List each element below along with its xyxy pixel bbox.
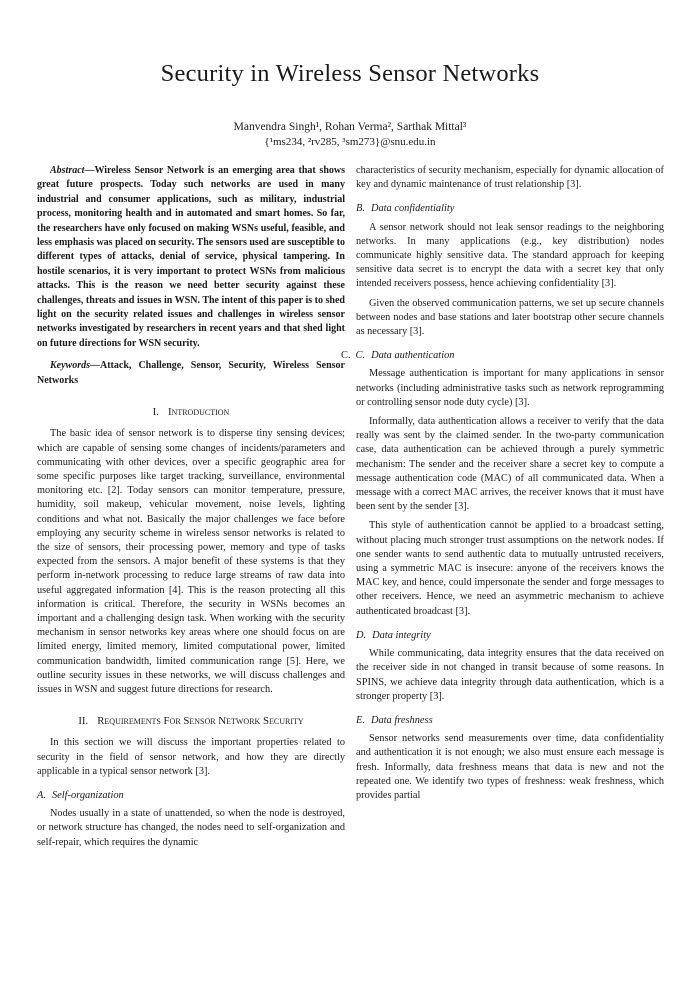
requirements-intro-paragraph: In this section we will discuss the important properties related to security in the field of sensor network, and how they are directly applicable in a typical sensor network [3].: [37, 737, 345, 777]
emails-line: {¹ms234, ²rv285, ³sm273}@snu.edu.in: [264, 136, 436, 148]
section-title: Requirements For Sensor Network Security: [97, 715, 304, 728]
self-organization-paragraph: Nodes usually in a state of unattended, so when the node is destroyed, or network structure has changed, the nodes need to self-organization and self-repair, which requires the dynamic: [37, 808, 345, 848]
subsection-heading-data-freshness: [356, 714, 664, 728]
data-freshness-paragraph: Sensor networks send measurements over time, data confidentiality and authentication it is not enough; we also must ensure each message is fresh. Informally, data freshness means that data is new and not the repeated one. We identify two types of freshness: weak freshness, which provides partial: [356, 733, 664, 801]
subsection-title: Data confidentiality: [370, 203, 455, 215]
section-heading-introduction: [37, 405, 345, 419]
section-number: I.: [152, 406, 159, 419]
subsection-heading-data-authentication: [341, 349, 664, 363]
keywords-text: Attack, Challenge, Sensor, Security, Wireless Sensor Networks: [37, 360, 345, 386]
data-integrity-paragraph: While communicating, data integrity ensures that the data received on the receiver side in not changed in transit because of some reasons. In SPINS, we achieve data integrity through data authentication, which is a stronger property [3].: [356, 648, 664, 702]
abstract-paragraph: [37, 164, 345, 351]
two-column-body: [0, 148, 700, 850]
section-title: Introduction: [167, 406, 230, 419]
subsection-heading-data-integrity: [356, 629, 664, 643]
keywords-paragraph: [37, 359, 345, 388]
data-authentication-paragraph-1: Message authentication is important for many applications in sensor networks (including administrative tasks such as network reprogramming or controlling sensor node duty cycle) [3].: [356, 368, 664, 408]
subsection-number: E.: [356, 714, 365, 726]
data-confidentiality-paragraph-1: A sensor network should not leak sensor readings to the neighboring networks. In many applications (e.g., key distribution) nodes communicate highly sensitive data. The standard approach for keeping sensitive data secret is to encrypt the data with a secret key that only intended receivers possess, hence achieving confidentiality [3].: [356, 221, 664, 290]
subsection-number: B.: [356, 203, 365, 215]
section-number: II.: [78, 715, 89, 728]
subsection-title: Data authentication: [371, 350, 455, 362]
subsection-number: D.: [356, 629, 367, 641]
page-title: Security in Wireless Sensor Networks: [160, 60, 540, 87]
abstract-text: Wireless Sensor Network is an emerging area that shows great future prospects. Today such networks are used in many industrial and consumer applications, such as military, industrial process, monitoring health and in automated and smart homes. So far, the researchers have only focused on making WSNs useful, feasible, and less emphasis was placed on security. The sensors used are susceptible to different types of attacks, denial of service, physical tampering. In hostile scenarios, it is very important to protect WSNs from malicious attacks. This is the reason we need better security against these challenges, threats and issues in WSN. The intent of this paper is to shed light on the security related issues and challenges in wireless sensor networks investigated by researchers in recent years and that shed light on future directions for WSN security.: [37, 165, 345, 349]
subsection-number: C.: [355, 350, 366, 362]
subsection-heading-data-confidentiality: [356, 202, 664, 216]
keywords-label: Keywords—: [50, 360, 100, 372]
subsection-number: A.: [37, 789, 46, 801]
column-left: [37, 164, 345, 850]
subsection-margin-label: C.: [341, 350, 351, 362]
data-authentication-paragraph-2: Informally, data authentication allows a receiver to verify that the data really was sent by the claimed sender. In the two-party communication case, data authentication can be achieved through a purely symmetric mechanism: The sender and the receiver share a secret key to compute a message authentication code (MAC) of all communicated data. When a message with a correct MAC arrives, the receiver knows that it must have been sent by the sender [3].: [356, 416, 664, 513]
self-organization-paragraph-continuation: characteristics of security mechanism, especially for dynamic allocation of key and dynamic maintenance of trust relationship [3].: [356, 165, 664, 191]
section-heading-requirements: [37, 714, 345, 728]
column-right: [341, 164, 664, 850]
authors-line: Manvendra Singh¹, Rohan Verma², Sarthak Mittal³: [233, 121, 467, 133]
subsection-title: Self-organization: [51, 789, 124, 801]
subsection-title: Data freshness: [370, 714, 433, 726]
subsection-heading-self-organization: [37, 789, 345, 803]
introduction-paragraph: The basic idea of sensor network is to disperse tiny sensing devices; which are capable of sensing some changes of incidents/parameters and communicating with other devices, over a specific geographic area for some specific purposes like target tracking, surveillance, environmental monitoring etc. [2]. Today sensors can monitor temperature, pressure, humidity, soil makeup, vehicular movement, noise levels, lighting conditions and what not. Basically the major challenges we face before employing any security scheme in wireless sensor networks is related to the size of sensors, their processing power, memory and type of tasks expected from the sensors. A major benefit of these systems is that they perform in-network processing to reduce large streams of raw data into useful aggregated information [4]. This is the reason protecting all this information is critical. Therefore, the security in WSNs becomes an important and a challenging design task. When working with the security mechanism in sensor networks key areas where one should focus on are limited energy, limited memory, limited computational power, limited communication bandwidth, limited communication range [5]. Here, we outline security issues in these networks, we will discuss challenges and issues in WSN and suggest future directions for research.: [37, 428, 345, 695]
data-confidentiality-paragraph-2: Given the observed communication patterns, we set up secure channels between nodes and base stations and later bootstrap other secure channels as necessary [3].: [356, 297, 664, 338]
subsection-title: Data integrity: [372, 629, 431, 641]
data-authentication-paragraph-3: This style of authentication cannot be applied to a broadcast setting, without placing much stronger trust assumptions on the network nodes. If one sender wants to send authentic data to mutually untrusted receivers, using a symmetric MAC is insecure: anyone of the receivers knows the MAC key, and hence, could impersonate the sender and forge messages to other receivers. Hence, we need an asymmetric mechanism to achieve authenticated broadcast [3].: [356, 520, 664, 617]
abstract-label: Abstract—: [50, 165, 95, 176]
